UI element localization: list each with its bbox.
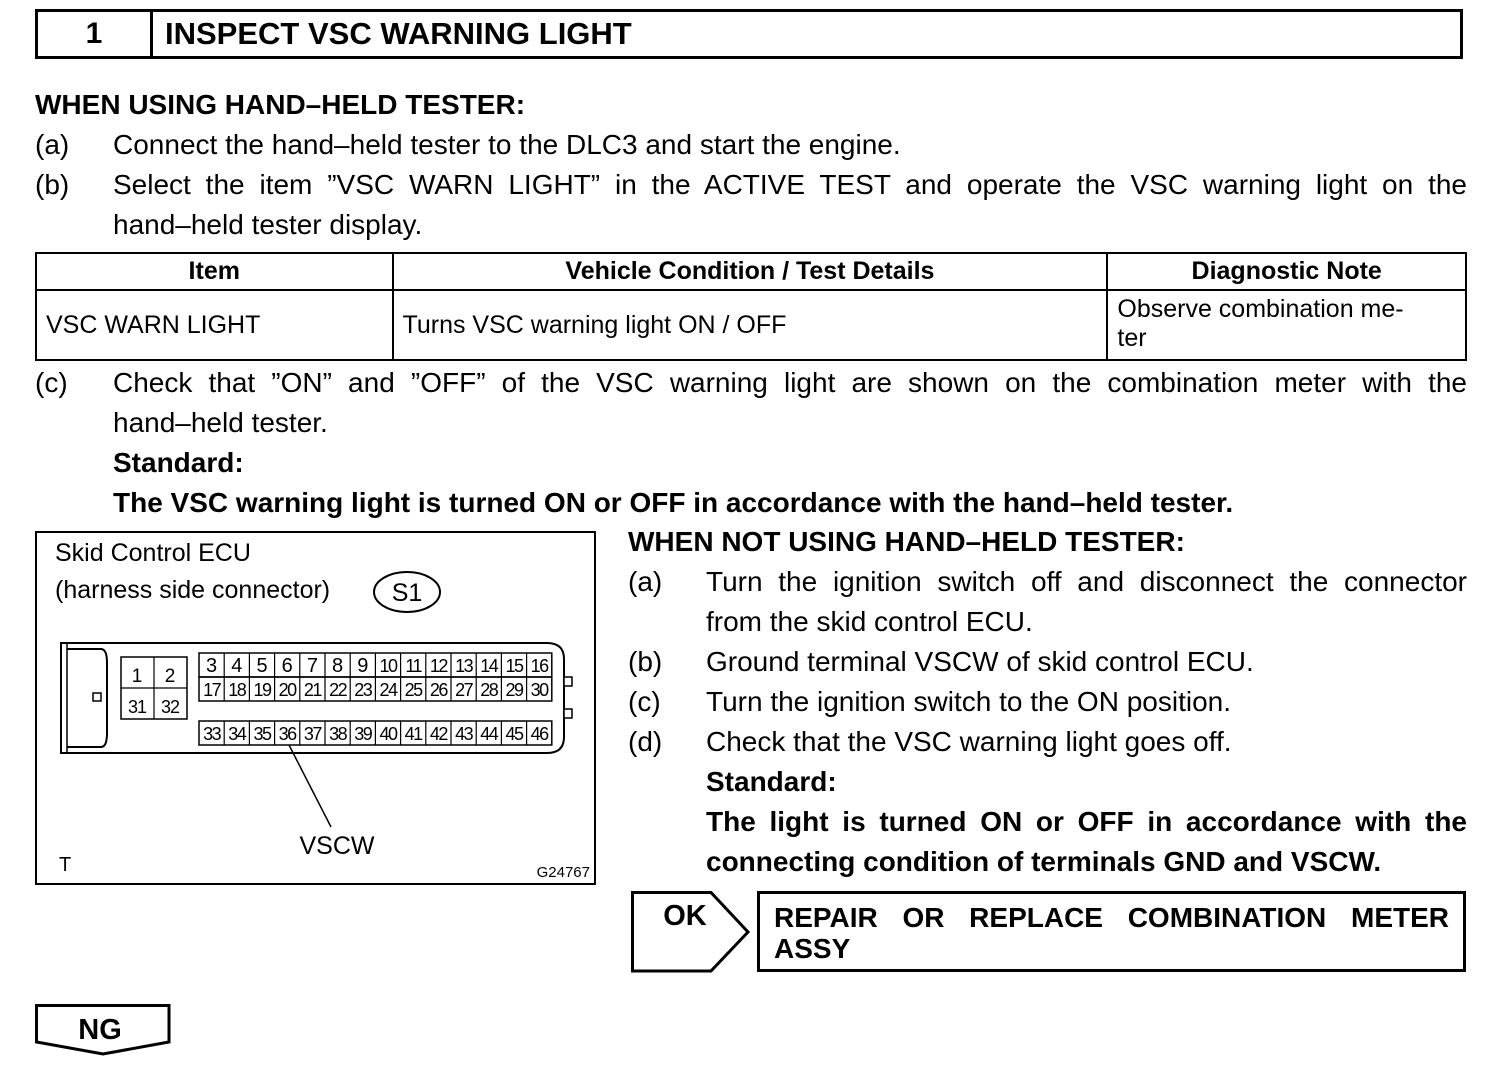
pin-19: 19 — [253, 680, 271, 700]
pin-30: 30 — [530, 680, 548, 700]
no-tester-step-d-marker: (d) — [628, 726, 663, 757]
pin-39: 39 — [354, 724, 372, 744]
connector-key-right-lower — [564, 709, 572, 718]
pin-3: 3 — [206, 655, 218, 677]
pin-23: 23 — [354, 680, 372, 700]
pin-34: 34 — [228, 724, 246, 744]
tester-step-a-text: Connect the hand–held tester to the DLC3 and start the engine. — [113, 129, 901, 160]
figure-title-line1: Skid Control ECU — [55, 539, 251, 567]
pin-4: 4 — [231, 655, 243, 677]
table-header-condition: Vehicle Condition / Test Details — [393, 253, 1108, 290]
no-tester-step-c-marker: (c) — [628, 686, 661, 717]
tester-step-b-line1: Select the item ”VSC WARN LIGHT” in the ACTIVE TEST and operate the VSC warning light on the — [113, 169, 1467, 200]
pin-12: 12 — [429, 656, 447, 676]
no-tester-step-a-line1: Turn the ignition switch off and disconnect the connector — [706, 566, 1467, 597]
pin-6: 6 — [281, 655, 293, 677]
tester-step-c-line1: Check that ”ON” and ”OFF” of the VSC warning light are shown on the combination meter with the — [113, 367, 1467, 398]
connector-code: S1 — [391, 579, 423, 607]
no-tester-step-a-line2: from the skid control ECU. — [706, 606, 1033, 637]
ng-result-box — [35, 1004, 175, 1063]
figure-corner-label: T — [59, 854, 72, 876]
tester-standard-text: The VSC warning light is turned ON or OFF in accordance with the hand–held tester. — [113, 487, 1234, 518]
pin-16: 16 — [530, 656, 548, 676]
pin-33: 33 — [203, 724, 221, 744]
table-header-item: Item — [36, 253, 393, 290]
no-tester-step-b-text: Ground terminal VSCW of skid control ECU. — [706, 646, 1254, 677]
figure-title-line2: (harness side connector) — [55, 576, 331, 604]
pin-43: 43 — [455, 724, 473, 744]
pin-7: 7 — [306, 655, 318, 677]
step-title: INSPECT VSC WARNING LIGHT — [165, 16, 632, 51]
pin-28: 28 — [480, 680, 498, 700]
pin-46: 46 — [530, 724, 548, 744]
pin-15: 15 — [505, 656, 523, 676]
table-cell-condition: Turns VSC warning light ON / OFF — [393, 290, 1108, 360]
pin-20: 20 — [278, 680, 296, 700]
table-header-note: Diagnostic Note — [1107, 253, 1466, 290]
pin-42: 42 — [429, 724, 447, 744]
connector-figure — [35, 531, 596, 885]
ng-arrow-shape — [35, 1004, 175, 1058]
tester-step-c-line2: hand–held tester. — [113, 407, 328, 438]
no-tester-standard-label: Standard: — [706, 766, 837, 797]
step-number: 1 — [38, 12, 153, 56]
ok-action-box — [757, 891, 1466, 972]
vscw-callout-label: VSCW — [299, 832, 375, 860]
pin-18: 18 — [228, 680, 246, 700]
pin-grid — [199, 653, 552, 745]
no-tester-standard-line1: The light is turned ON or OFF in accordance with the — [706, 806, 1467, 837]
pin-11: 11 — [405, 656, 422, 676]
pin-24: 24 — [379, 680, 397, 700]
step-header — [35, 9, 1463, 59]
tester-step-b-line2: hand–held tester display. — [113, 209, 423, 240]
pin-37: 37 — [303, 724, 321, 744]
pin-29: 29 — [505, 680, 523, 700]
tester-standard-label: Standard: — [113, 447, 244, 478]
tester-step-b-marker: (b) — [35, 169, 70, 200]
no-tester-heading: WHEN NOT USING HAND–HELD TESTER: — [628, 526, 1185, 557]
connector-diagram — [37, 533, 594, 883]
no-tester-step-b-marker: (b) — [628, 646, 663, 677]
pin-45: 45 — [505, 724, 523, 744]
figure-id: G24767 — [536, 864, 590, 881]
table-cell-item: VSC WARN LIGHT — [36, 290, 393, 360]
ok-result-box — [631, 891, 751, 980]
ok-action-line1: REPAIR OR REPLACE COMBINATION METER — [774, 902, 1449, 933]
table-cell-note — [1107, 290, 1466, 360]
pin-32: 32 — [160, 697, 180, 717]
pin-26: 26 — [429, 680, 447, 700]
pin-40: 40 — [379, 724, 397, 744]
connector-key-right-upper — [564, 677, 572, 686]
tester-heading: WHEN USING HAND–HELD TESTER: — [35, 89, 526, 120]
pin-10: 10 — [379, 656, 397, 676]
table-cell-note-line2: ter — [1117, 324, 1147, 352]
pin-2: 2 — [164, 666, 176, 687]
pin-5: 5 — [256, 655, 268, 677]
pin-27: 27 — [455, 680, 473, 700]
no-tester-standard-line2: connecting condition of terminals GND and VSCW. — [706, 846, 1382, 877]
pin-35: 35 — [253, 724, 271, 744]
no-tester-step-a-marker: (a) — [628, 566, 663, 597]
pin-17: 17 — [203, 680, 221, 700]
pin-14: 14 — [480, 656, 498, 676]
table-header-row — [36, 253, 1466, 290]
pin-21: 21 — [303, 680, 321, 700]
pin-13: 13 — [455, 656, 473, 676]
pin-22: 22 — [329, 680, 347, 700]
ok-action-line2: ASSY — [774, 933, 851, 964]
table-cell-note-line1: Observe combination me- — [1117, 295, 1404, 323]
pin-9: 9 — [357, 655, 369, 677]
pin-8: 8 — [332, 655, 344, 677]
no-tester-step-c-text: Turn the ignition switch to the ON position. — [706, 686, 1231, 717]
connector-key-left — [93, 693, 101, 701]
tester-step-c-marker: (c) — [35, 367, 68, 398]
pin-44: 44 — [480, 724, 498, 744]
pin-1: 1 — [131, 666, 143, 687]
ok-label: OK — [663, 900, 707, 932]
pin-25: 25 — [404, 680, 422, 700]
no-tester-step-d-text: Check that the VSC warning light goes off. — [706, 726, 1232, 757]
active-test-table — [35, 252, 1467, 361]
ok-arrow-shape — [631, 891, 751, 975]
tester-step-a-marker: (a) — [35, 129, 70, 160]
pin-31: 31 — [127, 697, 147, 717]
ng-label: NG — [78, 1014, 122, 1046]
table-row — [36, 290, 1466, 360]
pin-36: 36 — [278, 724, 296, 744]
pin-41: 41 — [404, 724, 422, 744]
vscw-callout-line — [289, 745, 331, 827]
pin-38: 38 — [329, 724, 347, 744]
